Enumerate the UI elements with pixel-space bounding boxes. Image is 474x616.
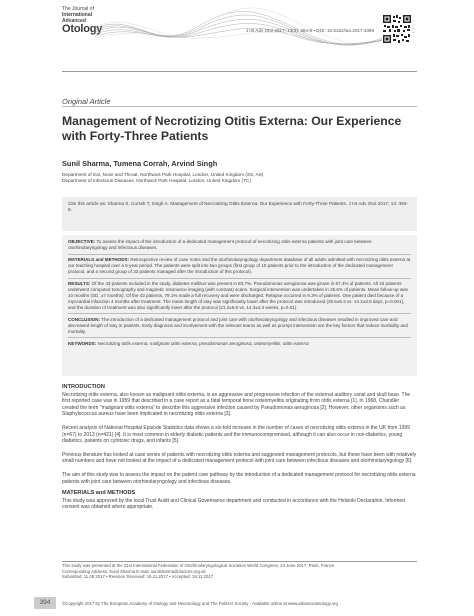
section-divider [62, 106, 417, 107]
author-affiliations [62, 172, 412, 184]
methods-paragraph-1: This study was approved by the local Trust Audit and Clinical Governance department and conducted in accordance with the Helsinki Declaration. Informed consent was obtained where appropriate. [62, 497, 405, 511]
methods-heading: MATERIALS and METHODS [62, 490, 136, 497]
footer-corresponding-address: Corresponding Address: Sunil Sharma E-mail: sunilsharma@doctors.org.uk [62, 568, 206, 574]
journal-logo-line2: International [62, 12, 93, 18]
journal-header [0, 0, 474, 72]
footer-presented-note: This study was presented at the 21st International Federation of Otorhinolaryngological Societies World Congress, 24 June 2017, Paris, France. [62, 563, 336, 568]
section-label: Original Article [62, 97, 111, 106]
introduction-paragraph-2: Recent analysis of National Hospital Episode Statistics data shows a six-fold increase in the number of cases of necrotizing otitis externa in the UK from 1999 (n=67) to 2013 (n=421) [4]. It is most common in elderly diabetic patients and the immunocompromised, although it can also occur in non-diabetics, young diabetics, patients on cytotoxic drugs, and infants [5]. [62, 424, 410, 445]
abstract-divider [68, 254, 411, 255]
paper-authors: Sunil Sharma, Tumena Corrah, Arvind Singh [62, 159, 218, 168]
journal-logo-line3: Advanced [62, 18, 86, 24]
qr-code-icon[interactable] [382, 14, 412, 44]
page-number: 394 [39, 599, 51, 606]
cite-this-article-text: Cite this article as: Sharma S, Corrah T, Singh A. Management of Necrotizing Otitis Externa: Our Experience with Forty-Three Patients. J Int Adv Otol 2017; 13: 394-8. [68, 201, 408, 213]
abstract-divider [68, 278, 411, 279]
introduction-heading: INTRODUCTION [62, 384, 105, 390]
abstract-keywords [68, 341, 411, 347]
paper-title: Management of Necrotizing Otitis Externa: Our Experience with Forty-Three Patients [62, 114, 402, 143]
abstract-methods-label: MATERIALS and METHODS: [68, 257, 130, 263]
abstract-box [62, 235, 417, 376]
introduction-paragraph-4: The aim of this study was to assess the impact on the patient care pathway by the introduction of a dedicated management protocol for necrotizing otitis externa patients with joint care between otorhinolaryngology and infectious diseases. [62, 471, 416, 485]
article-body [62, 384, 417, 518]
abstract-methods-text: Retrospective review of case notes and the otorhinolaryngology department database of all adults admitted with necrotizing otitis externa at our teaching hospital over a 5-year period. The patients were split into two groups (first group of 10 patients prior to the introduction of the dedicated management protocol, and a second group of 33 patients managed after the introduction of this protocol). [68, 257, 411, 274]
abstract-conclusion [68, 317, 411, 335]
abstract-methods [68, 257, 411, 275]
journal-citation: J Int Adv Otol 2017; 13(3): 394-8 • DOI: 10.5152/iao.2017.4399 [245, 28, 374, 33]
cite-this-article-box [62, 197, 417, 231]
abstract-conclusion-text: The introduction of a dedicated management protocol and joint care with otorhinolaryngology and infectious diseases resulted in improved care and decreased length of stay in patients. Early diagnosis and involvement with the relevant teams as well as prompt intervention are the key factors that reduce morbidity and mortality. [68, 316, 408, 334]
abstract-keywords-text: Necrotizing otitis externa, malignant otitis externa, pseudomonas aeruginosa, osteomyelitis, otitis externa [97, 340, 309, 346]
header-divider [62, 71, 417, 72]
abstract-results-label: RESULTS: [68, 281, 91, 287]
footer-divider [62, 561, 417, 562]
affiliation-2: Department of Infectious Diseases, Northwick Park Hospital, London, United Kingdom (TC) [62, 178, 251, 184]
abstract-results-text: Of the 43 patients included in the study, diabetes mellitus was present in 83.7%. Pseudomonas aeruginosa was grown in 67.4% of patients. All 43 patients underwent computed tomography and magnetic resonance imaging (with contrast) scans. Surgical intervention was undertaken in 25.6% of patients. Mean follow-up was 10 months (SD, ±7 months). Of the 43 patients, 79.1% made a full recovery and were discharged. Relapse occurred in 9.3% of patients. One patient died because of a myocardial infarction 4 months after treatment. The mean length of stay was significantly lower after the protocol was introduced (25.6±5.3 vs. 14.2±3.8 days, p=0.001), and the duration of treatment was also significantly lower after the protocol (21.2±6.8 vs. 14.3±4.3 weeks, p=0.01). [68, 281, 408, 310]
abstract-conclusion-label: CONCLUSION: [68, 316, 101, 322]
abstract-objective-text: To assess the impact of the introduction of a dedicated management protocol of necrotizing otitis externa patients with joint care between otorhinolaryngology and infectious diseases. [68, 239, 372, 250]
introduction-paragraph-3: Previous literature has looked at case series of patients with necrotizing otitis externa and suggested management protocols, but these have been with relatively small numbers and have not looked at the impact of a dedicated management protocol with joint care between infectious diseases and otorhinolaryngology [6]. [62, 451, 417, 465]
footer-dates: Submitted: 11.08.2017 • Revision Received: 15.11.2017 • Accepted: 19.11.2017 [62, 574, 214, 580]
abstract-keywords-label: KEYWORDS: [68, 340, 97, 346]
abstract-divider [68, 337, 411, 338]
journal-logo-line4: Otology [62, 23, 103, 35]
abstract-divider [68, 313, 411, 314]
article-footer [62, 563, 417, 580]
abstract-results [68, 281, 411, 310]
abstract-objective-label: OBJECTIVE: [68, 239, 96, 244]
introduction-paragraph-1: Necrotizing otitis externa, also known as malignant otitis externa, is an aggressive and progressive infection of the external auditory canal and skull base. The first reported case was in 1959 that described in a case report as a fatal temporal bone osteomyelitis originating from otitis externa [1]. In 1968, Chandler created the term "malignant otitis externa" to describe this aggressive infection caused by Pseudomonas aeruginosa [2]. However, other organisms such as Staphylococcus aureus have been implicated in necrotizing otitis externa [3]. [62, 391, 411, 418]
abstract-objective [68, 239, 411, 251]
copyright-notice[interactable]: ©Copyright 2017 by The European Academy of Otology and Neurotology and The Politzer Society - Available online at www.advancedotology.org [62, 601, 338, 606]
journal-logo-line1: The Journal of [62, 6, 94, 12]
affiliation-1: Department of Ear, Nose and Throat, Northwick Park Hospital, London, United Kingdom (SS, AS) [62, 172, 264, 177]
